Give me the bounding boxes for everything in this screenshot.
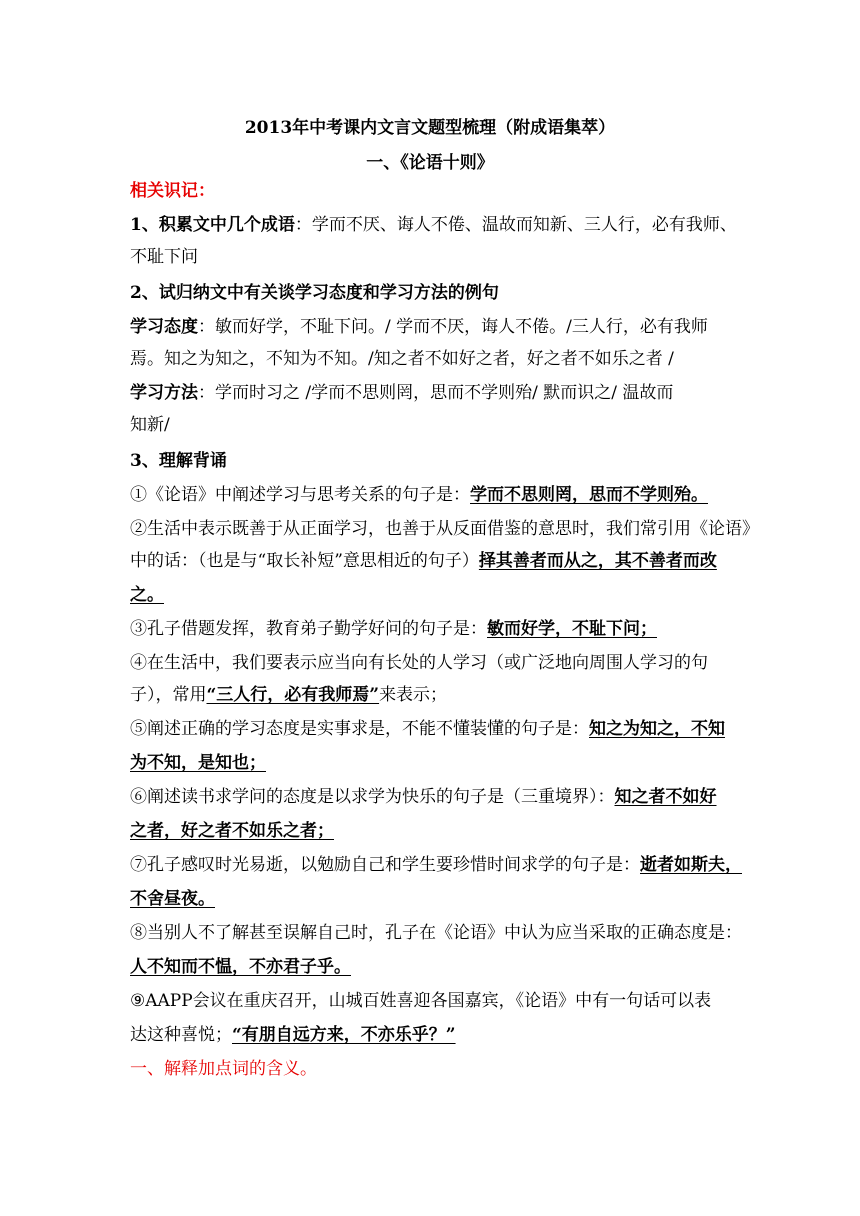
q9-line1: ⑨AAPP会议在重庆召开，山城百姓喜迎各国嘉宾，《论语》中有一句话可以表 [130, 991, 712, 1011]
attitude-line1 [130, 316, 732, 338]
q2-text: 中的话：（也是与“取长补短”意思相近的句子） [130, 551, 479, 571]
q6-text: ⑥阐述读书求学问的态度是以求学为快乐的句子是（三重境界）： [130, 787, 615, 807]
q9-text: 达这种喜悦； [130, 1025, 232, 1045]
q7-answer-cont: 不舍昼夜。 [130, 889, 215, 909]
q8-answer: 人不知而不愠，不亦君子乎。 [130, 957, 351, 977]
q6-line1 [130, 786, 732, 808]
q7-line1 [130, 854, 742, 876]
q5-line1 [130, 718, 732, 740]
q4-answer: “三人行，必有我师焉” [206, 685, 380, 705]
q8-line1: ⑧当别人不了解甚至误解自己时，孔子在《论语》中认为应当采取的正确态度是： [130, 923, 742, 943]
item1-head: 1、积累文中几个成语 [130, 215, 295, 235]
q1-answer: 学而不思则罔，思而不学则殆。 [470, 485, 708, 505]
item1-line2: 不耻下问 [130, 247, 198, 267]
part1-title: 一、解释加点词的含义。 [130, 1059, 317, 1079]
method-text: ：学而时习之 /学而不思则罔，思而不学则殆/ 默而识之/ 温故而 [198, 383, 674, 403]
q1-line [130, 484, 732, 506]
q6-answer-cont: 之者，好之者不如乐之者； [130, 821, 334, 841]
q2-line3 [130, 584, 732, 606]
q7-line2 [130, 888, 732, 910]
item2-head: 2、试归纳文中有关谈学习态度和学习方法的例句 [130, 283, 499, 303]
q4-line2 [130, 684, 732, 706]
attitude-line2: 焉。知之为知之，不知为不知。/知之者不如好之者，好之者不如乐之者 / [130, 349, 674, 369]
q8-line2 [130, 956, 732, 978]
q3-line [130, 618, 732, 640]
q2-answer-cont: 之。 [130, 585, 164, 605]
q2-line1: ②生活中表示既善于从正面学习，也善于从反面借鉴的意思时，我们常引用《论语》 [130, 519, 759, 539]
attitude-text: ：敏而好学，不耻下问。/ 学而不厌，诲人不倦。/三人行，必有我师 [198, 317, 708, 337]
q2-answer: 择其善者而从之，其不善者而改 [478, 551, 717, 571]
item1-text: ：学而不厌、诲人不倦、温故而知新、三人行，必有我师、 [294, 215, 737, 235]
item3-head: 3、理解背诵 [130, 451, 227, 471]
related-label: 相关识记： [130, 181, 215, 201]
item1-line1 [130, 214, 737, 236]
q3-text: ③孔子借题发挥，教育弟子勤学好问的句子是： [130, 619, 487, 639]
q3-answer: 敏而好学，不耻下问； [487, 619, 657, 639]
q9-line2 [130, 1024, 732, 1046]
q9-answer: “有朋自远方来，不亦乐乎？” [232, 1025, 456, 1045]
q7-text: ⑦孔子感叹时光易逝，以勉励自己和学生要珍惜时间求学的句子是： [130, 855, 640, 875]
q5-line2 [130, 752, 732, 774]
q7-answer: 逝者如斯夫， [640, 855, 742, 875]
q1-text: ①《论语》中阐述学习与思考关系的句子是： [130, 485, 470, 505]
method-line1 [130, 382, 732, 404]
method-label: 学习方法 [130, 383, 198, 403]
q5-text: ⑤阐述正确的学习态度是实事求是，不能不懂装懂的句子是： [130, 719, 589, 739]
q4-text-end: 来表示； [379, 685, 448, 705]
attitude-label: 学习态度 [130, 317, 198, 337]
q5-answer-cont: 为不知，是知也； [130, 753, 266, 773]
q6-answer: 知之者不如好 [614, 787, 717, 807]
q2-line2 [130, 550, 732, 572]
section-title: 一、《论语十则》 [366, 153, 494, 173]
q4-text: 子），常用 [130, 685, 207, 705]
q5-answer: 知之为知之，不知 [589, 719, 725, 739]
document-title: 2013年中考课内文言文题型梳理（附成语集萃） [244, 118, 616, 138]
q4-line1: ④在生活中，我们要表示应当向有长处的人学习（或广泛地向周围人学习的句 [130, 653, 708, 673]
method-line2: 知新/ [130, 415, 170, 435]
q6-line2 [130, 820, 732, 842]
